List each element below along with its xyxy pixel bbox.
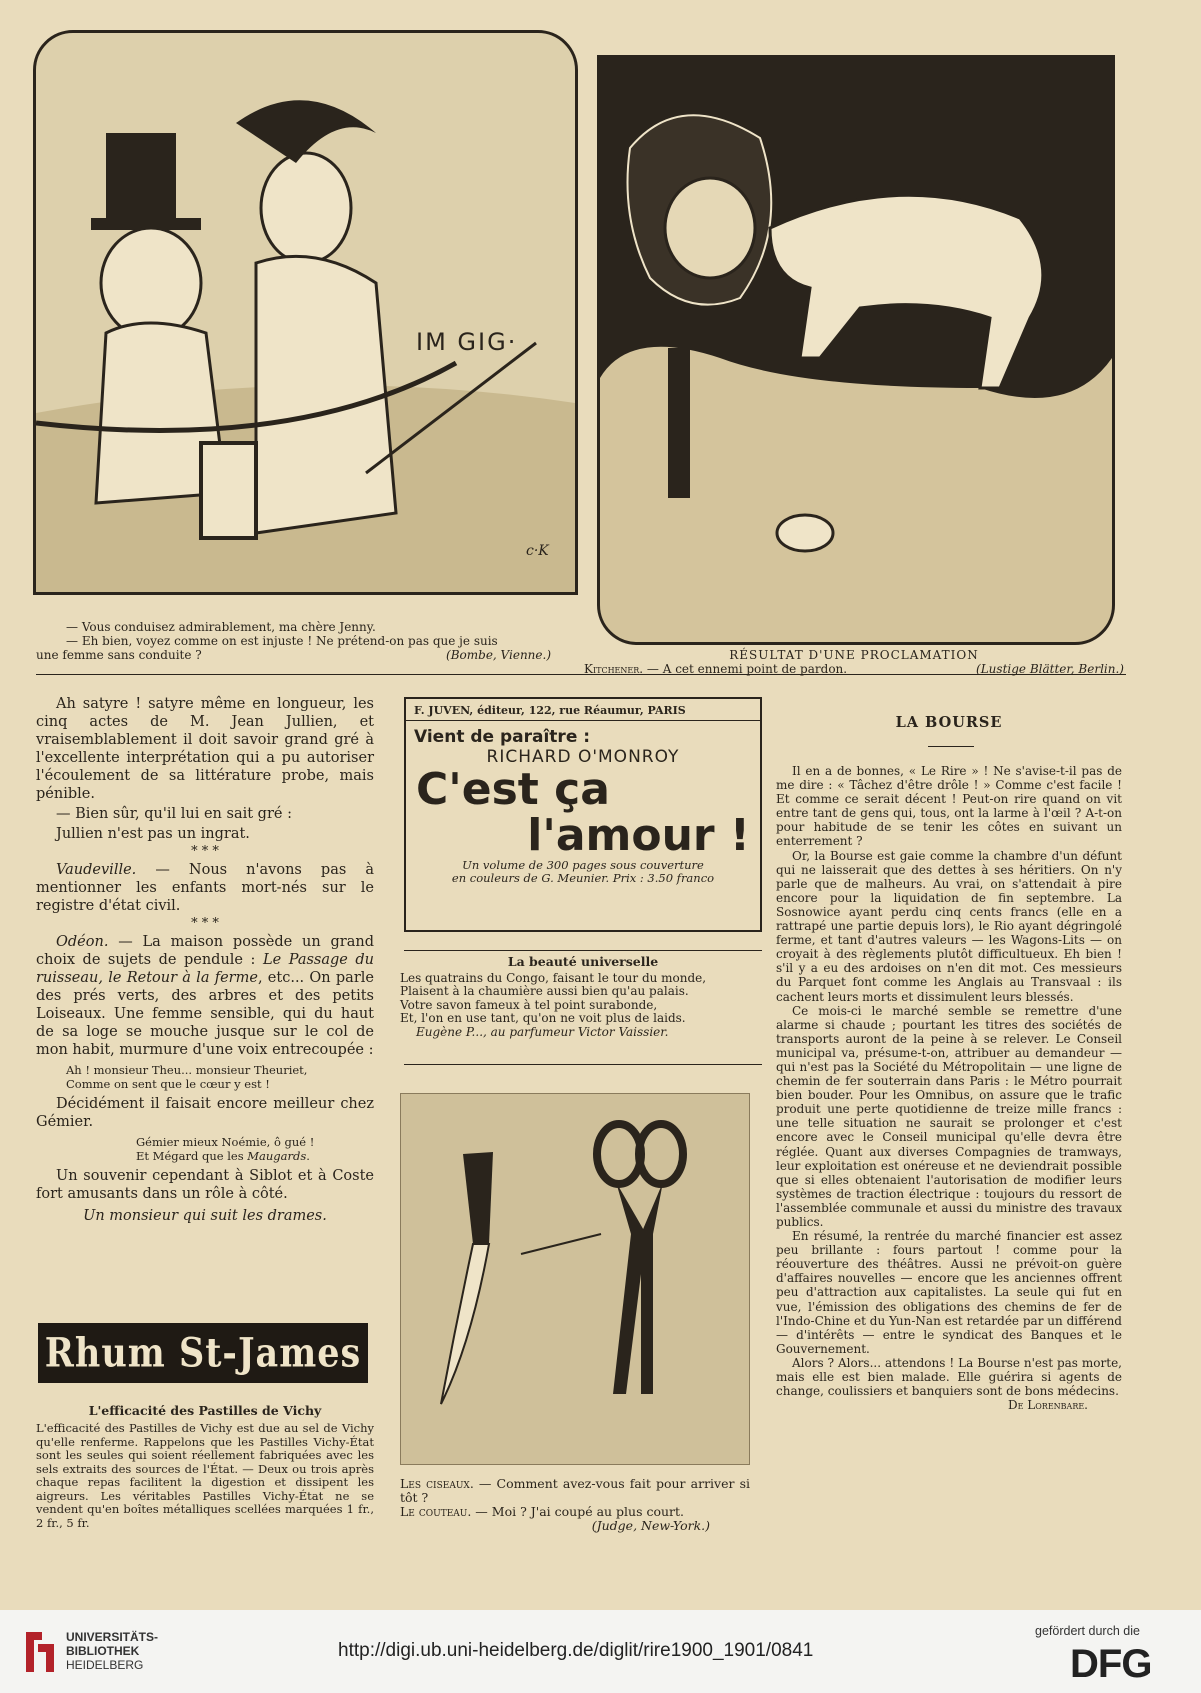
odeon-para (36, 933, 374, 1059)
ad-title-1: C'est ça (416, 764, 610, 815)
carriage-illustration (33, 30, 578, 595)
ad-divider (404, 950, 762, 951)
stars-divider-2: * * * (191, 916, 219, 931)
top-hat-shape (106, 133, 176, 223)
beaute-line-4: Et, l'on en use tant, qu'on ne voit plus de laids. (400, 1011, 686, 1025)
verse-2-line-2: Et Mégard que les (136, 1149, 248, 1163)
kitchener-caption-title: RÉSULTAT D'UNE PROCLAMATION (729, 648, 979, 662)
ciseaux-caption (400, 1477, 750, 1533)
col1-para-1: Ah satyre ! satyre même en longueur, les cinq actes de M. Jean Jullien, et vraisemblablement il doit savoir grand gré à l'excellente interprétation qui a pu autoriser l'écoulement de sa littérature probe, mais pénible. (36, 696, 374, 802)
bourse-title: LA BOURSE (895, 714, 1003, 731)
ad-announce: Vient de paraître : (414, 727, 591, 747)
couteau-text: — Moi ? J'ai coupé au plus court. (471, 1504, 685, 1519)
university-name (66, 1630, 158, 1672)
beaute-signature: Eugène P..., au parfumeur Victor Vaissier. (416, 1024, 669, 1039)
bourse-para-1: Il en a de bonnes, « Le Rire » ! Ne s'avise-t-il pas de me dire : « Tâchez d'être drôle ! » Comme c'est facile ! Et comme ce serait décent ! Peut-on rire quand on vit entre tant de gens qui, tous, ont la larme à l'œil ? A-t-on pour habitude de se tenir les côtes en suivant un enterrement ? (776, 764, 1122, 849)
stars-divider: * * * (191, 844, 219, 859)
dfg-logo: DFG (1070, 1642, 1152, 1686)
bourse-title-rule (928, 746, 974, 747)
theatre-column (36, 695, 374, 1225)
carriage-caption (36, 620, 581, 662)
odeon-titles: Le Passage du ruisseau, le Retour à la ferme (36, 952, 374, 986)
vaudeville-para (36, 861, 374, 915)
ciseaux-speaker: Les ciseaux. (400, 1476, 474, 1491)
ad-title-2: l'amour ! (527, 810, 750, 861)
vichy-text: L'efficacité des Pastilles de Vichy est due au sel de Vichy qu'elle renferme. Rappelons que les Pastilles Vichy-État sont les seules qui soient réellement fabriquées avec les sels extraits des sources de l'État. — Deux ou trois après chaque repas facilitent la digestion et dissipent les aigreurs. Les véritables Pastilles Vichy-État ne se vendent qu'en boîtes métalliques scellées marquées 1 fr., 2 fr., 5 fr. (36, 1421, 374, 1530)
kitchener-illustration (597, 55, 1115, 645)
col1-para-2: — Bien sûr, qu'il lui en sait gré : (56, 806, 292, 822)
column-signature: Un monsieur qui suit les drames. (83, 1208, 327, 1224)
odeon-label: Odéon. (56, 934, 109, 950)
kitchener-caption (580, 648, 1128, 676)
vaudeville-text: — Nous n'avons pas à mentionner les enfants mort-nés sur le registre d'état civil. (36, 862, 374, 914)
digitization-footer (0, 1610, 1201, 1693)
bourse-para-4: En résumé, la rentrée du marché financier est assez peu brillante : fours partout ! comme pour la réouverture des théâtres. Aussi ne prévoit-on guère d'affaires nouvelles — encore que les anciennes offrent peu d'attraction aux capitalistes. La seule qui fut en vue, l'émission des obligations des chemins de fer de l'Indo-Chine et du Yun-Nan est retardée par un différend — d'intérêts — entre le syndicat des Banques et le Gouvernement. (776, 1229, 1122, 1356)
beaute-title: La beauté universelle (507, 954, 659, 969)
vaudeville-label: Vaudeville. (56, 862, 137, 878)
beaute-line-1: Les quatrains du Congo, faisant le tour du monde, (400, 970, 707, 985)
kitchener-source: (Lustige Blätter, Berlin.) (976, 662, 1124, 676)
ciseaux-text: — Comment avez-vous fait pour arriver si tôt ? (400, 1476, 750, 1505)
col1-para-3: Jullien n'est pas un ingrat. (56, 826, 250, 842)
beaute-line-2: Plaisent à la chaumière aussi bien qu'au palais. (400, 984, 689, 998)
ad-desc-1: Un volume de 300 pages sous couverture (462, 858, 704, 872)
bourse-signature: De Lorenbare. (1008, 1398, 1088, 1413)
verse-1-line-1: Ah ! monsieur Theu... monsieur Theuriet, (66, 1063, 308, 1077)
caption-source: (Bombe, Vienne.) (446, 648, 551, 662)
beaute-divider (404, 1064, 762, 1065)
scissors-ring-right (639, 1124, 683, 1184)
ad-desc-2: en couleurs de G. Meunier. Prix : 3.50 franco (451, 871, 715, 885)
uni-line-2: BIBLIOTHEK (66, 1644, 140, 1658)
kitchener-caption-text: — A cet ennemi point de pardon. (646, 662, 848, 676)
digital-url-link[interactable]: http://digi.ub.uni-heidelberg.de/diglit/rire1900_1901/0841 (338, 1640, 814, 1661)
verse-1-line-2: Comme on sent que le cœur y est ! (66, 1077, 270, 1091)
verse-2-title: Maugards (247, 1149, 307, 1163)
university-logo-icon (22, 1628, 58, 1676)
scissors-knife-drawing (401, 1094, 749, 1464)
couteau-speaker: Le couteau. (400, 1504, 472, 1519)
verse-1 (36, 1063, 374, 1091)
uni-line-1: UNIVERSITÄTS- (66, 1630, 159, 1644)
rhum-ad (38, 1323, 368, 1383)
odeon-text-a: — La maison possède un grand choix de sujets de pendule : (36, 934, 374, 968)
verse-2-line-1: Gémier mieux Noémie, ô gué ! (136, 1135, 315, 1149)
vichy-title: L'efficacité des Pastilles de Vichy (88, 1403, 322, 1418)
bourse-article (776, 764, 1122, 1412)
rhum-text: Rhum St-James (44, 1329, 362, 1377)
scissors-ring-left (597, 1124, 641, 1184)
top-divider (36, 674, 1126, 675)
knife-blade (441, 1244, 489, 1404)
bourse-para-3: Ce mois-ci le marché semble se remettre d'une alarme si chaude ; pourtant les titres des sociétés de transports auront de la peine à se relever. Le Conseil municipal va, présume-t-on, attribuer au demandeur — qui n'est pas la Société du Métropolitain — une ligne de chemin de fer souterrain dans Paris : le Métro pourrait bien bouder. Pour les Omnibus, on assure que le trafic produit une perte quotidienne de treize mille francs : une telle situation ne saurait se prolonger et c'est encore avec le Conseil municipal qu'elle devra être réglée. Quant aux diverses Compagnies de tramways, leur exploitation est onéreuse et ne deviendrait possible que si elles obtenaient l'autorisation de modifier leurs systèmes de traction électrique : toujours du ressort de l'assemblée communale et aussi du ministre des travaux publics. (776, 1003, 1122, 1229)
scissors-illustration (400, 1093, 750, 1465)
im-gig-text: IM GIG· (416, 328, 518, 356)
uni-line-3: HEIDELBERG (66, 1658, 144, 1672)
ad-publisher: F. JUVEN, éditeur, 122, rue Réaumur, PARIS (406, 699, 760, 721)
beaute-line-3: Votre savon fameux à tel point surabonde, (400, 997, 658, 1012)
caption-line-1: — Vous conduisez admirablement, ma chère Jenny. (66, 620, 376, 634)
odeon-text-b: , etc... On parle des prés verts, des arbres et des petits Loiseaux. Une femme sensible, qui du haut de sa loge se mouche jusque sur le col de mon habit, murmure d'une voix entrecoupée : (36, 970, 374, 1058)
bourse-para-5: Alors ? Alors... attendons ! La Bourse n'est pas morte, mais elle est bien malade. Elle guérira si agents de change, coulissiers et banquiers sont de bons médecins. (776, 1355, 1122, 1399)
funded-by-text: gefördert durch die (1035, 1624, 1140, 1638)
carriage-drawing (36, 33, 575, 592)
beaute-block (400, 955, 766, 1039)
knife-handle (463, 1152, 493, 1244)
siblot-para: Un souvenir cependant à Siblot et à Coste fort amusants dans un rôle à côté. (36, 1168, 374, 1202)
kitchener-drawing (600, 58, 1112, 642)
caption-line-3: une femme sans conduite ? (36, 648, 202, 662)
lantern-shape (201, 443, 256, 538)
scissors-blade-right (641, 1182, 663, 1394)
gemier-para: Décidément il faisait encore meilleur chez Gémier. (36, 1096, 374, 1130)
verse-2: Gémier mieux Noémie, ô gué ! Et Mégard que les Maugards. (36, 1135, 374, 1163)
ad-author: RICHARD O'MONROY (486, 747, 680, 767)
ciseaux-source: (Judge, New-York.) (591, 1518, 710, 1533)
bourse-para-2: Or, la Bourse est gaie comme la chambre d'un défunt qui ne laisserait que des dettes à ses héritiers. On n'y parle que de malheurs. Au vrai, on s'attendait à pire encore pour la liquidation de fin septembre. La Sosnowice ayant perdu cinq cents francs (elle en a rattrapé une partie depuis lors), le Rio ayant dégringolé ferme, et tant d'autres valeurs — les Wagons-Lits — on croyait à des règlements plutôt difficultueux. Eh bien ! s'il y a eu des ardoises on n'en dit mot. Ces messieurs du Parquet font comme les Anglais au Transvaal : ils cachent leurs morts et dissimulent leurs blessés. (776, 848, 1122, 1004)
caption-line-2: — Eh bien, voyez comme on est injuste ! Ne prétend-on pas que je suis (66, 634, 498, 648)
juven-ad (404, 697, 762, 932)
artist-signature: c·K (526, 543, 549, 559)
kitchener-speaker: Kitchener. (584, 662, 644, 676)
